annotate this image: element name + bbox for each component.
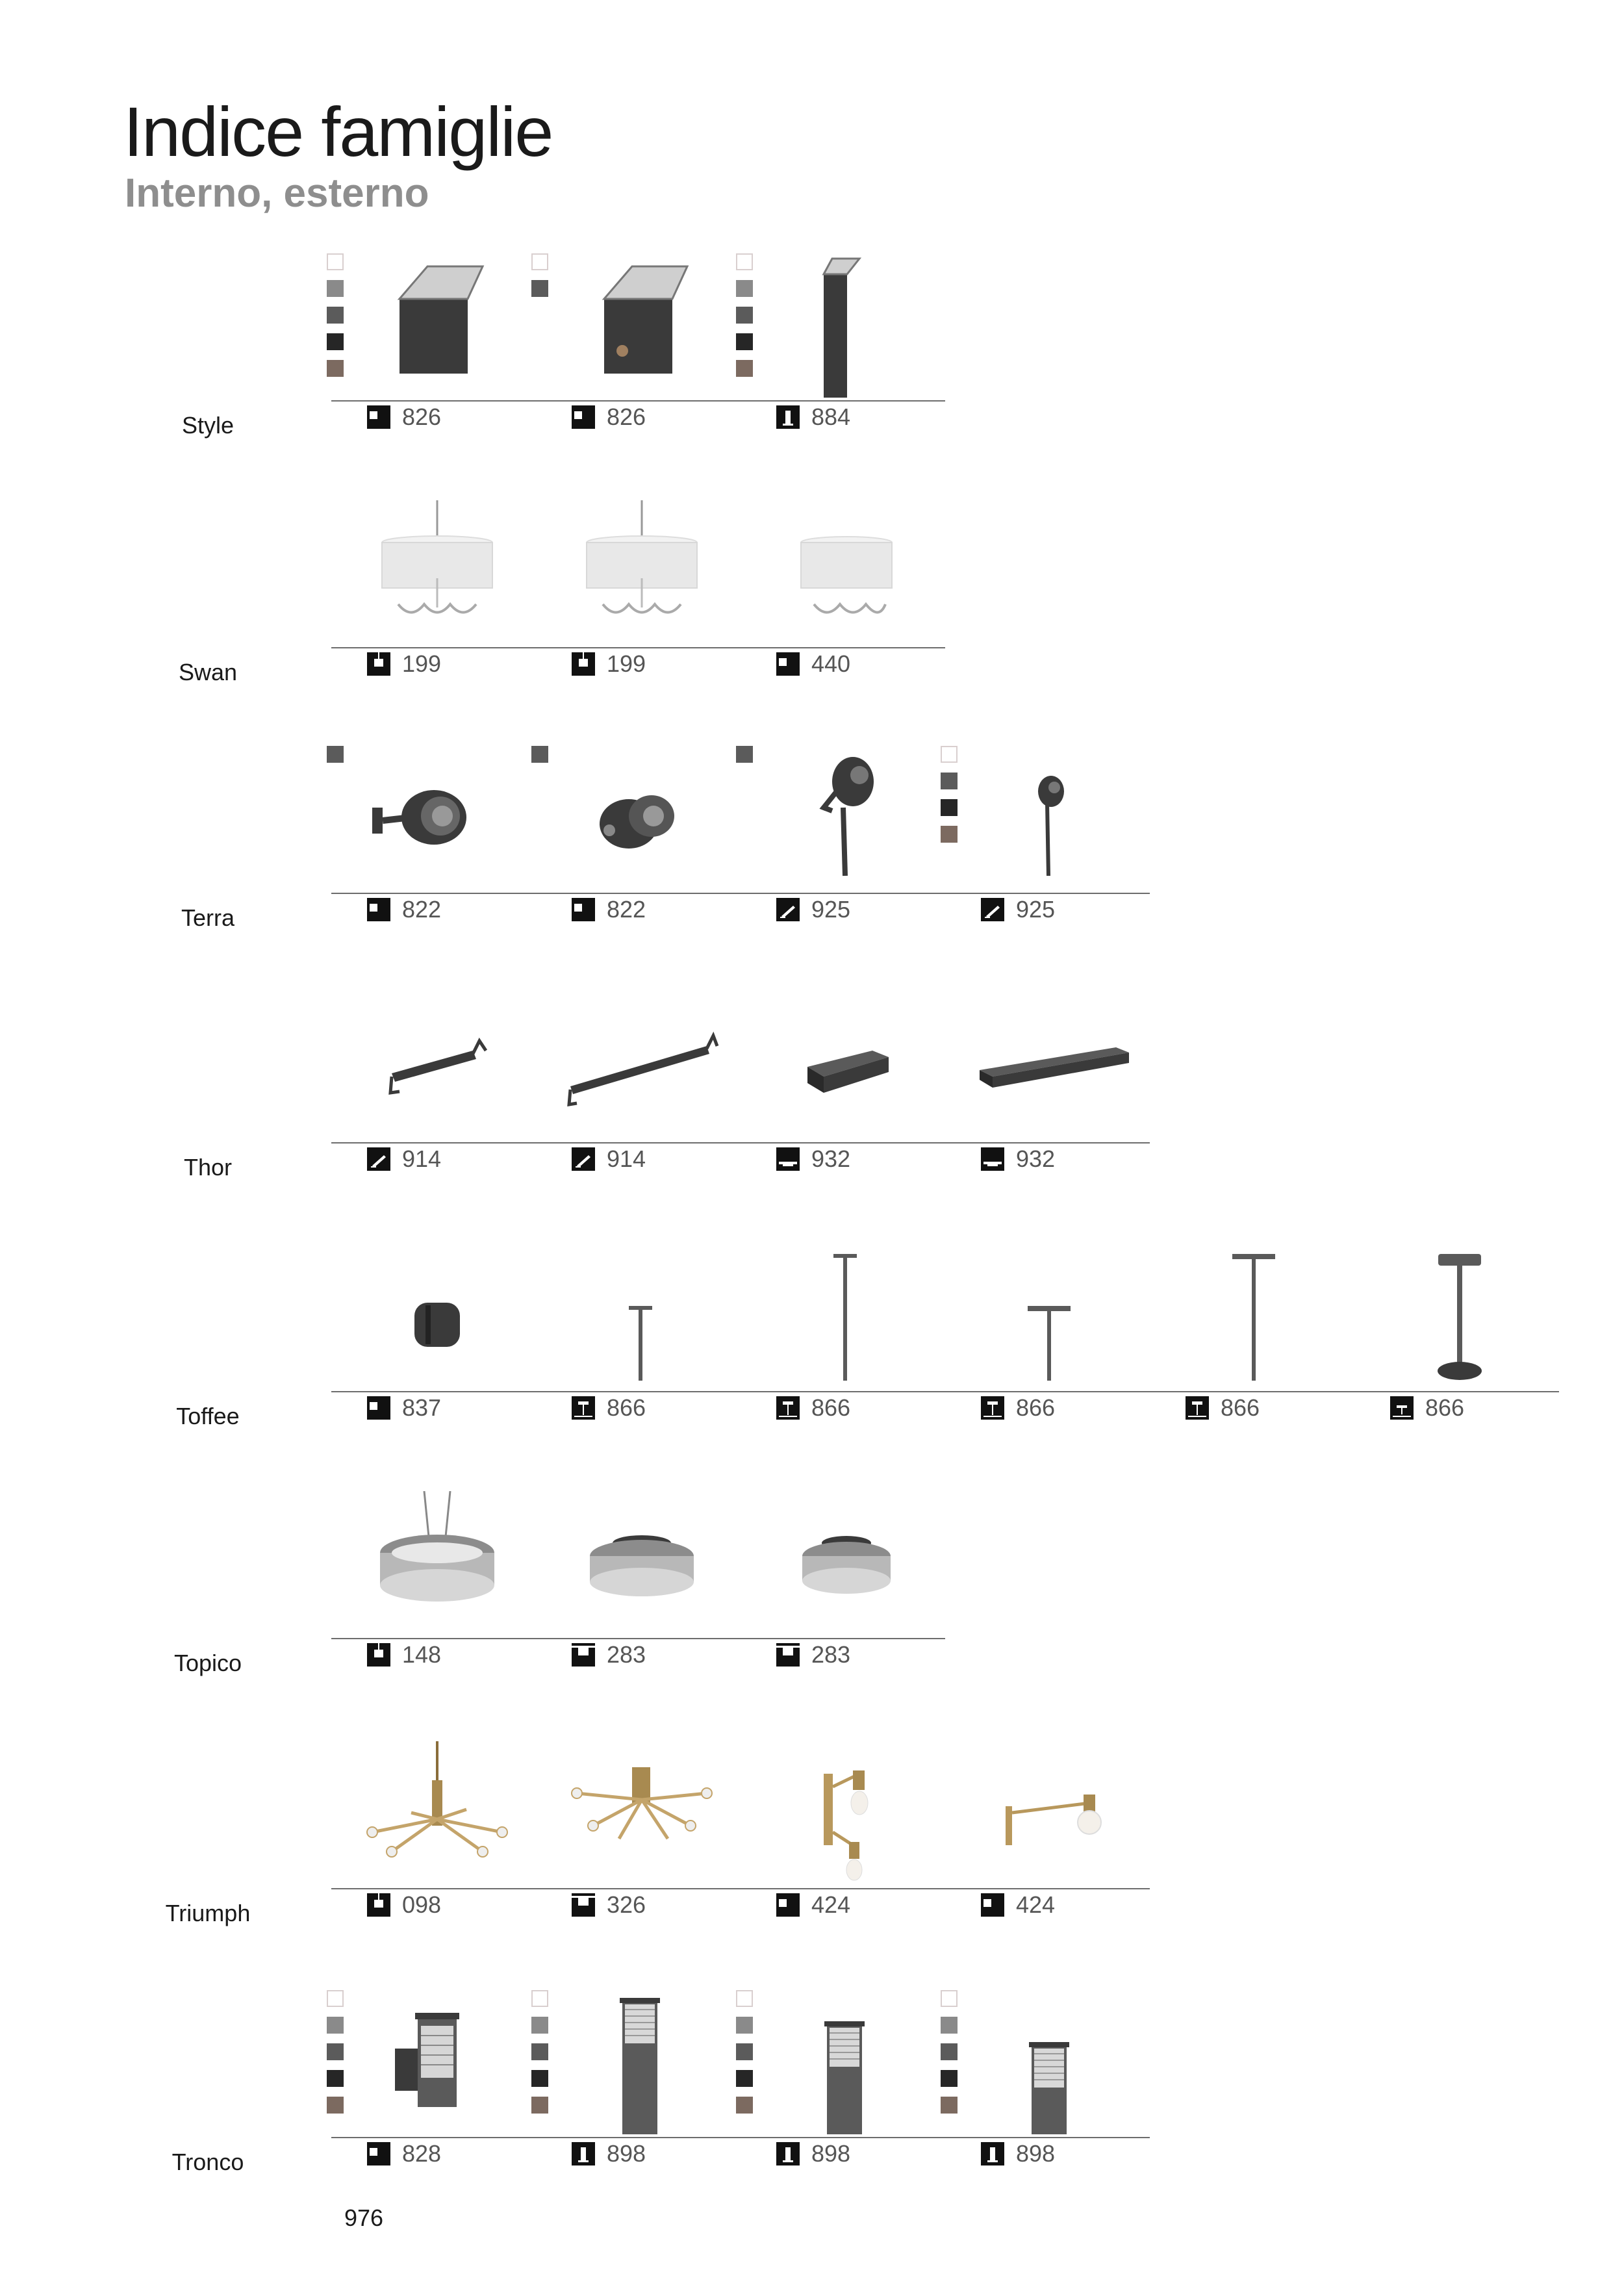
family-name: Thor — [183, 1154, 233, 1181]
suspension-icon — [367, 1643, 390, 1667]
page-reference[interactable] — [776, 1395, 850, 1421]
swatch-darkgrey — [941, 773, 958, 789]
page-reference[interactable] — [981, 1892, 1055, 1918]
page-link[interactable]: 932 — [811, 1145, 851, 1172]
color-swatches — [531, 253, 550, 307]
product-entry[interactable] — [1145, 1244, 1352, 1439]
swatch-white — [736, 253, 753, 270]
swatch-white — [941, 746, 958, 763]
family-terra — [0, 746, 1624, 941]
wall-light-icon — [776, 1893, 800, 1917]
floor-lamp-icon — [981, 1396, 1004, 1420]
product-image — [967, 1244, 1136, 1388]
spike-icon — [981, 898, 1004, 921]
product-entry[interactable] — [941, 1741, 1147, 1936]
page-reference[interactable] — [572, 1892, 646, 1918]
swatch-black — [327, 333, 344, 350]
product-image — [1171, 1244, 1340, 1388]
product-image — [762, 253, 931, 398]
color-swatches — [736, 1990, 754, 2123]
ground-icon — [981, 1147, 1004, 1171]
swatch-white — [941, 1990, 958, 2007]
wall-light-icon — [572, 405, 595, 429]
swatch-darkgrey — [736, 746, 753, 763]
swatch-bronze — [941, 2097, 958, 2114]
product-entry[interactable] — [327, 1244, 533, 1439]
color-swatches — [327, 1990, 345, 2123]
swatch-bronze — [736, 2097, 753, 2114]
table-lamp-icon — [1390, 1396, 1414, 1420]
swatch-darkgrey — [941, 2043, 958, 2060]
product-image — [353, 746, 522, 890]
family-name: Toffee — [176, 1403, 240, 1429]
page-title: Indice famiglie — [123, 92, 553, 171]
product-image — [353, 1990, 522, 2134]
product-entry[interactable] — [327, 1491, 533, 1686]
product-image — [762, 1741, 931, 1885]
product-entry[interactable] — [736, 1244, 943, 1439]
page-link[interactable]: 424 — [1016, 1891, 1056, 1918]
product-image — [762, 995, 931, 1140]
page-reference[interactable] — [776, 1642, 850, 1668]
product-image — [557, 1741, 726, 1885]
wall-light-icon — [367, 405, 390, 429]
page-reference[interactable] — [981, 897, 1055, 923]
color-swatches — [736, 746, 754, 773]
family-swan — [0, 500, 1624, 695]
product-entry[interactable] — [531, 253, 738, 448]
wall-light-icon — [367, 2142, 390, 2165]
product-image — [967, 1741, 1136, 1885]
page-link[interactable]: 898 — [811, 2140, 851, 2167]
product-entry[interactable] — [531, 995, 738, 1190]
family-tronco — [0, 1990, 1624, 2185]
product-entry[interactable] — [531, 500, 738, 695]
page-reference[interactable] — [776, 1892, 850, 1918]
page-reference[interactable] — [776, 651, 850, 677]
suspension-icon — [367, 1893, 390, 1917]
swatch-black — [941, 799, 958, 816]
page-link[interactable]: 424 — [811, 1891, 851, 1918]
suspension-icon — [572, 652, 595, 676]
wall-light-icon — [367, 1396, 390, 1420]
product-image — [762, 1244, 931, 1388]
product-image — [557, 746, 726, 890]
spike-icon — [776, 898, 800, 921]
page-link[interactable]: 283 — [811, 1641, 851, 1668]
page-reference[interactable] — [367, 1892, 441, 1918]
swatch-darkgrey — [531, 280, 548, 297]
product-image — [353, 1244, 522, 1388]
product-entry[interactable] — [736, 500, 943, 695]
product-image — [353, 500, 522, 645]
swatch-grey — [736, 280, 753, 297]
swatch-darkgrey — [327, 2043, 344, 2060]
swatch-darkgrey — [736, 2043, 753, 2060]
swatch-black — [736, 2070, 753, 2087]
product-image — [762, 1990, 931, 2134]
product-image — [762, 746, 931, 890]
family-name: Tronco — [171, 2149, 244, 2175]
swatch-darkgrey — [327, 307, 344, 324]
wall-light-icon — [981, 1893, 1004, 1917]
product-entry[interactable] — [531, 1990, 738, 2185]
swatch-bronze — [941, 826, 958, 843]
product-entry[interactable] — [327, 995, 533, 1190]
page-reference[interactable] — [367, 1395, 441, 1421]
product-image — [557, 1491, 726, 1635]
family-name: Topico — [173, 1650, 242, 1676]
page-number: 976 — [344, 2204, 384, 2231]
wall-light-icon — [776, 652, 800, 676]
ceiling-icon — [776, 1643, 800, 1667]
page-reference[interactable] — [981, 2141, 1055, 2167]
product-image — [353, 995, 522, 1140]
swatch-grey — [736, 2017, 753, 2034]
family-name: Style — [181, 412, 235, 439]
page-link[interactable]: 898 — [607, 2140, 646, 2167]
page-link[interactable]: 822 — [607, 896, 646, 923]
swatch-white — [531, 253, 548, 270]
page-link[interactable]: 866 — [1425, 1394, 1465, 1421]
swatch-grey — [327, 280, 344, 297]
swatch-grey — [941, 2017, 958, 2034]
ground-icon — [776, 1147, 800, 1171]
spike-icon — [367, 1147, 390, 1171]
page-reference[interactable] — [572, 1146, 646, 1172]
floor-lamp-icon — [1186, 1396, 1209, 1420]
page-link[interactable]: 866 — [811, 1394, 851, 1421]
swatch-black — [736, 333, 753, 350]
page-reference[interactable] — [1186, 1395, 1260, 1421]
product-entry[interactable] — [736, 995, 943, 1190]
family-toffee — [0, 1244, 1624, 1439]
swatch-white — [327, 253, 344, 270]
color-swatches — [941, 746, 959, 852]
page-reference[interactable] — [367, 1146, 441, 1172]
product-entry[interactable] — [531, 1244, 738, 1439]
swatch-grey — [531, 2017, 548, 2034]
product-entry[interactable] — [941, 746, 1147, 941]
product-image — [353, 1741, 522, 1885]
page-link[interactable]: 866 — [1016, 1394, 1056, 1421]
bollard-icon — [572, 2142, 595, 2165]
product-entry[interactable] — [736, 1741, 943, 1936]
product-entry[interactable] — [327, 253, 533, 448]
product-image — [762, 1491, 931, 1635]
page-reference[interactable] — [367, 1642, 441, 1668]
page-reference[interactable] — [776, 404, 850, 430]
suspension-icon — [367, 652, 390, 676]
page-link[interactable]: 098 — [402, 1891, 442, 1918]
product-entry[interactable] — [531, 1741, 738, 1936]
page-link[interactable]: 822 — [402, 896, 442, 923]
product-image — [967, 1990, 1136, 2134]
page-link[interactable]: 826 — [402, 403, 442, 430]
family-name: Triumph — [165, 1900, 251, 1926]
swatch-black — [531, 2070, 548, 2087]
page-link[interactable]: 199 — [402, 650, 442, 677]
product-entry[interactable] — [941, 995, 1147, 1190]
page-link[interactable]: 837 — [402, 1394, 442, 1421]
page-reference[interactable] — [981, 1395, 1055, 1421]
floor-lamp-icon — [572, 1396, 595, 1420]
page-subtitle: Interno, esterno — [125, 171, 429, 216]
product-entry[interactable] — [327, 746, 533, 941]
page-link[interactable]: 898 — [1016, 2140, 1056, 2167]
bollard-icon — [776, 2142, 800, 2165]
product-image — [557, 1244, 726, 1388]
family-topico — [0, 1491, 1624, 1686]
spike-icon — [572, 1147, 595, 1171]
page-reference[interactable] — [776, 2141, 850, 2167]
color-swatches — [941, 1990, 959, 2123]
color-swatches — [531, 746, 550, 773]
page-reference[interactable] — [367, 897, 441, 923]
page-link[interactable]: 440 — [811, 650, 851, 677]
page-link[interactable]: 828 — [402, 2140, 442, 2167]
swatch-black — [327, 2070, 344, 2087]
swatch-bronze — [327, 360, 344, 377]
swatch-black — [941, 2070, 958, 2087]
bollard-icon — [981, 2142, 1004, 2165]
page-reference[interactable] — [981, 1146, 1055, 1172]
product-image — [1376, 1244, 1545, 1388]
page-link[interactable]: 148 — [402, 1641, 442, 1668]
floor-lamp-icon — [776, 1396, 800, 1420]
product-image — [353, 253, 522, 398]
page-link[interactable]: 826 — [607, 403, 646, 430]
product-entry[interactable] — [941, 1990, 1147, 2185]
product-entry[interactable] — [736, 253, 943, 448]
product-image — [557, 995, 726, 1140]
page-link[interactable]: 925 — [811, 896, 851, 923]
color-swatches — [736, 253, 754, 387]
page-link[interactable]: 932 — [1016, 1145, 1056, 1172]
page-reference[interactable] — [572, 404, 646, 430]
page-reference[interactable] — [1390, 1395, 1464, 1421]
product-entry[interactable] — [736, 746, 943, 941]
product-image — [967, 995, 1136, 1140]
page-reference[interactable] — [572, 897, 646, 923]
color-swatches — [327, 746, 345, 773]
page-reference[interactable] — [776, 1146, 850, 1172]
product-entry[interactable] — [941, 1244, 1147, 1439]
product-image — [557, 500, 726, 645]
product-entry[interactable] — [736, 1990, 943, 2185]
color-swatches — [531, 1990, 550, 2123]
page-reference[interactable] — [572, 651, 646, 677]
product-entry[interactable] — [531, 746, 738, 941]
page-link[interactable]: 914 — [402, 1145, 442, 1172]
swatch-darkgrey — [736, 307, 753, 324]
page-reference[interactable] — [367, 2141, 441, 2167]
swatch-grey — [327, 2017, 344, 2034]
swatch-bronze — [531, 2097, 548, 2114]
page-reference[interactable] — [776, 897, 850, 923]
bollard-icon — [776, 405, 800, 429]
page-link[interactable]: 866 — [607, 1394, 646, 1421]
family-style — [0, 253, 1624, 448]
family-name: Terra — [181, 904, 235, 931]
product-entry[interactable] — [531, 1491, 738, 1686]
product-image — [353, 1491, 522, 1635]
page-link[interactable]: 283 — [607, 1641, 646, 1668]
page-link[interactable]: 199 — [607, 650, 646, 677]
product-entry[interactable] — [327, 1741, 533, 1936]
page-reference[interactable] — [367, 404, 441, 430]
color-swatches — [327, 253, 345, 387]
wall-light-icon — [367, 898, 390, 921]
page-link[interactable]: 326 — [607, 1891, 646, 1918]
family-triumph — [0, 1741, 1624, 1936]
ceiling-icon — [572, 1893, 595, 1917]
page-link[interactable]: 925 — [1016, 896, 1056, 923]
page-reference[interactable] — [367, 651, 441, 677]
wall-light-icon — [572, 898, 595, 921]
product-image — [557, 1990, 726, 2134]
family-name: Swan — [178, 659, 238, 685]
page-reference[interactable] — [572, 1395, 646, 1421]
product-image — [967, 746, 1136, 890]
swatch-bronze — [736, 360, 753, 377]
swatch-white — [531, 1990, 548, 2007]
page-link[interactable]: 914 — [607, 1145, 646, 1172]
swatch-darkgrey — [531, 746, 548, 763]
product-entry[interactable] — [327, 500, 533, 695]
family-thor — [0, 995, 1624, 1190]
page-reference[interactable] — [572, 1642, 646, 1668]
swatch-white — [327, 1990, 344, 2007]
product-image — [557, 253, 726, 398]
swatch-darkgrey — [327, 746, 344, 763]
page-link[interactable]: 866 — [1221, 1394, 1260, 1421]
product-entry[interactable] — [1350, 1244, 1556, 1439]
page-reference[interactable] — [572, 2141, 646, 2167]
page-link[interactable]: 884 — [811, 403, 851, 430]
swatch-darkgrey — [531, 2043, 548, 2060]
product-entry[interactable] — [327, 1990, 533, 2185]
ceiling-icon — [572, 1643, 595, 1667]
swatch-white — [736, 1990, 753, 2007]
product-image — [762, 500, 931, 645]
swatch-bronze — [327, 2097, 344, 2114]
product-entry[interactable] — [736, 1491, 943, 1686]
